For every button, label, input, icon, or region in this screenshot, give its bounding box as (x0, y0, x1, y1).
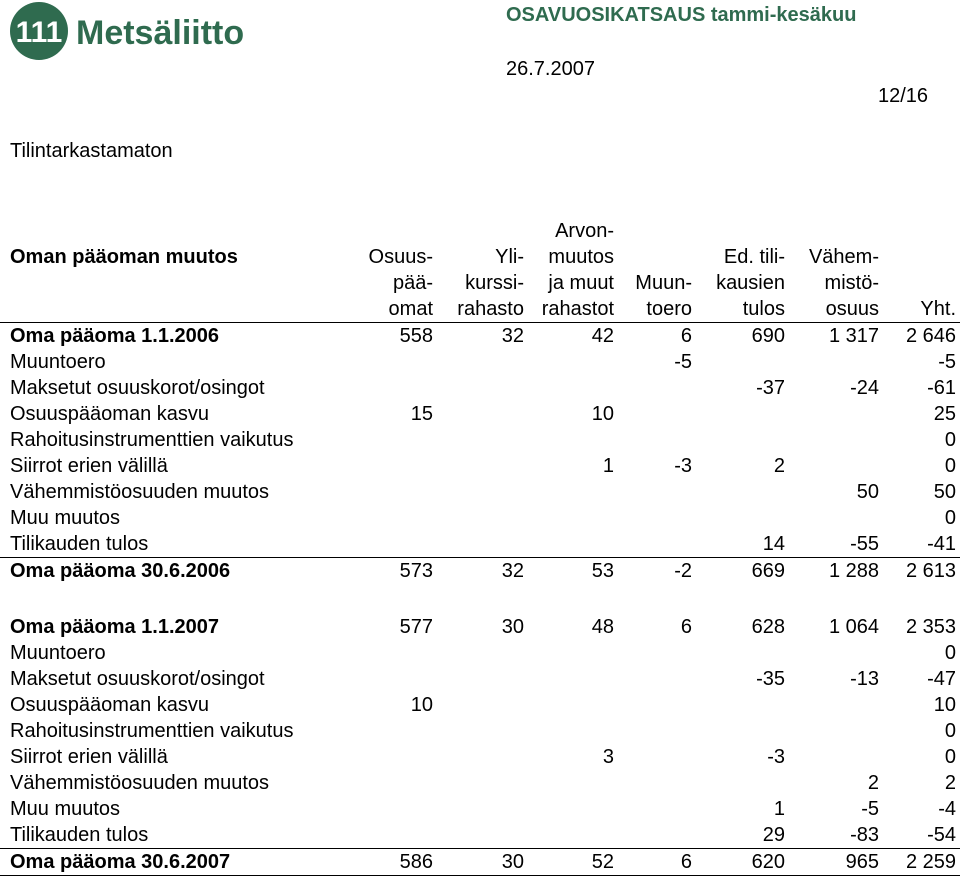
table-title: Oman pääoman muutos (10, 246, 238, 268)
table-row (0, 453, 960, 479)
cell-value: 52 (591, 851, 614, 873)
cell-value: 628 (751, 616, 785, 638)
cell-value: 30 (501, 851, 524, 873)
cell-value: 2 (773, 455, 785, 477)
cell-value: -61 (927, 377, 956, 399)
cell-value: 30 (501, 616, 524, 638)
cell-value: -4 (938, 798, 956, 820)
row-label: Rahoitusinstrumenttien vaikutus (10, 429, 294, 451)
cell-value: 669 (751, 560, 785, 582)
table-row (0, 640, 960, 666)
row-label: Vähemmistöosuuden muutos (10, 772, 270, 794)
table-row (0, 427, 960, 453)
column-header: Vähem- mistö- osuus (808, 246, 879, 320)
cell-value: 0 (944, 429, 956, 451)
column-header: Osuus- pää- omat (368, 246, 433, 320)
cell-value: -55 (850, 533, 879, 555)
cell-value: 53 (591, 560, 614, 582)
row-label: Tilikauden tulos (10, 533, 149, 555)
cell-value: -3 (674, 455, 692, 477)
table-row (0, 479, 960, 505)
cell-value: 15 (410, 403, 433, 425)
cell-value: 10 (591, 403, 614, 425)
column-header: Arvon- muutos ja muut rahastot (541, 220, 614, 320)
block-spacer (0, 584, 960, 614)
row-label: Oma pääoma 1.1.2006 (10, 325, 220, 347)
cell-value: -2 (674, 560, 692, 582)
column-header: Yht. (920, 298, 956, 320)
row-label: Muuntoero (10, 642, 106, 664)
cell-value: -5 (938, 351, 956, 373)
cell-value: 573 (399, 560, 433, 582)
row-label: Siirrot erien välillä (10, 455, 168, 477)
cell-value: 32 (501, 325, 524, 347)
cell-value: 965 (845, 851, 879, 873)
cell-value: -41 (927, 533, 956, 555)
row-label: Tilikauden tulos (10, 824, 149, 846)
cell-value: 42 (591, 325, 614, 347)
row-label: Muuntoero (10, 351, 106, 373)
cell-value: 0 (944, 746, 956, 768)
cell-value: 50 (856, 481, 879, 503)
cell-value: 25 (933, 403, 956, 425)
cell-value: 1 288 (828, 560, 879, 582)
cell-value: -5 (861, 798, 879, 820)
cell-value: 2 259 (905, 851, 956, 873)
cell-value: -5 (674, 351, 692, 373)
cell-value: 6 (680, 851, 692, 873)
row-label: Muu muutos (10, 507, 121, 529)
cell-value: -83 (850, 824, 879, 846)
table-row (0, 401, 960, 427)
table-row (0, 822, 960, 848)
row-label: Muu muutos (10, 798, 121, 820)
cell-value: 0 (944, 455, 956, 477)
cell-value: 577 (399, 616, 433, 638)
column-header: Muun- toero (635, 272, 692, 320)
report-title: OSAVUOSIKATSAUS tammi-kesäkuu (506, 4, 857, 26)
cell-value: 1 317 (828, 325, 879, 347)
table-row (0, 718, 960, 744)
row-label: Vähemmistöosuuden muutos (10, 481, 270, 503)
cell-value: 48 (591, 616, 614, 638)
metsaliitto-logo-icon (8, 0, 258, 62)
audit-note: Tilintarkastamaton (10, 140, 173, 162)
row-label: Maksetut osuuskorot/osingot (10, 668, 265, 690)
cell-value: 10 (933, 694, 956, 716)
page-number: 12/16 (878, 85, 929, 107)
row-label: Osuuspääoman kasvu (10, 694, 210, 716)
cell-value: 10 (410, 694, 433, 716)
cell-value: 3 (602, 746, 614, 768)
cell-value: 2 646 (905, 325, 956, 347)
cell-value: -24 (850, 377, 879, 399)
cell-value: 1 (602, 455, 614, 477)
cell-value: 50 (933, 481, 956, 503)
table-row (0, 692, 960, 718)
row-label: Rahoitusinstrumenttien vaikutus (10, 720, 294, 742)
row-label: Siirrot erien välillä (10, 746, 168, 768)
cell-value: -35 (756, 668, 785, 690)
cell-value: -3 (767, 746, 785, 768)
table-row (0, 557, 960, 584)
row-label: Oma pääoma 30.6.2006 (10, 560, 231, 582)
table-row (0, 796, 960, 822)
row-label: Oma pääoma 30.6.2007 (10, 851, 231, 873)
table-row (0, 531, 960, 557)
column-header: Ed. tili- kausien tulos (716, 246, 785, 320)
column-header: Yli- kurssi- rahasto (457, 246, 524, 320)
cell-value: 6 (680, 325, 692, 347)
cell-value: -37 (756, 377, 785, 399)
cell-value: -54 (927, 824, 956, 846)
cell-value: -47 (927, 668, 956, 690)
row-label: Oma pääoma 1.1.2007 (10, 616, 220, 638)
cell-value: 0 (944, 507, 956, 529)
cell-value: 0 (944, 642, 956, 664)
cell-value: 2 613 (905, 560, 956, 582)
table-row (0, 322, 960, 349)
row-label: Maksetut osuuskorot/osingot (10, 377, 265, 399)
cell-value: 1 (773, 798, 785, 820)
cell-value: 586 (399, 851, 433, 873)
logo-text: Metsäliitto (76, 14, 245, 52)
cell-value: -13 (850, 668, 879, 690)
cell-value: 2 353 (905, 616, 956, 638)
cell-value: 2 (944, 772, 956, 794)
table-row (0, 770, 960, 796)
cell-value: 14 (762, 533, 785, 555)
cell-value: 558 (399, 325, 433, 347)
cell-value: 2 (867, 772, 879, 794)
logo-mark: 111 (15, 16, 63, 49)
row-label: Osuuspääoman kasvu (10, 403, 210, 425)
cell-value: 690 (751, 325, 785, 347)
table-row (0, 614, 960, 640)
report-date: 26.7.2007 (506, 58, 595, 80)
table-row (0, 666, 960, 692)
table-row (0, 375, 960, 401)
cell-value: 620 (751, 851, 785, 873)
cell-value: 29 (762, 824, 785, 846)
table-row (0, 848, 960, 876)
cell-value: 0 (944, 720, 956, 742)
cell-value: 6 (680, 616, 692, 638)
equity-table (0, 322, 960, 876)
cell-value: 1 064 (828, 616, 879, 638)
table-row (0, 744, 960, 770)
table-row (0, 349, 960, 375)
table-row (0, 505, 960, 531)
cell-value: 32 (501, 560, 524, 582)
